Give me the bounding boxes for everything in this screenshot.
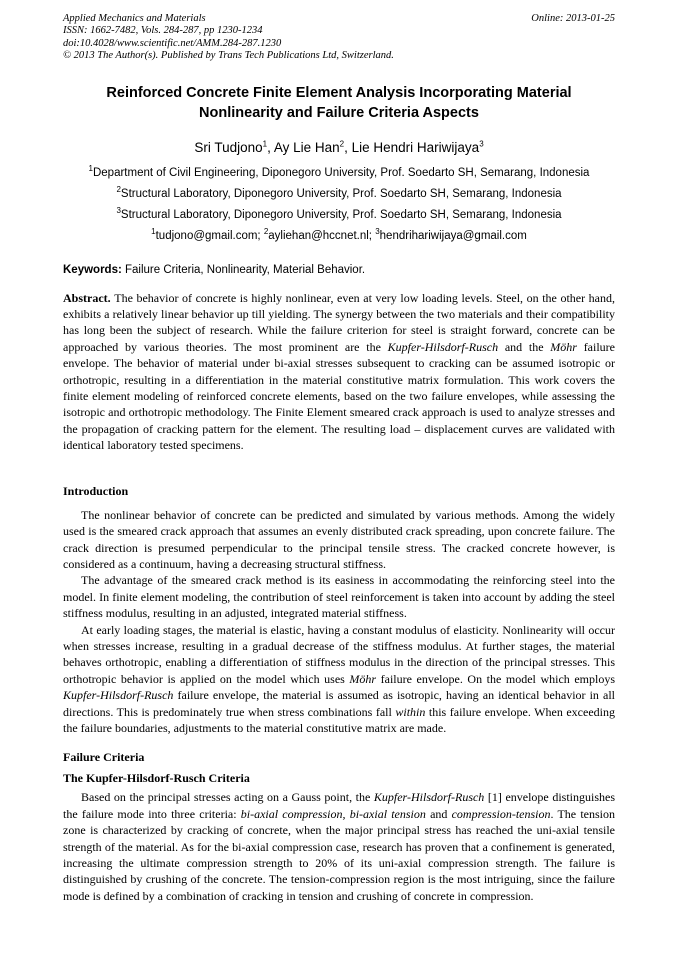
keywords-line: [63, 264, 615, 276]
section-heading-introduction: Introduction: [63, 483, 129, 498]
subsection-heading-kupfer-hilsdorf-rusch: The Kupfer-Hilsdorf-Rusch Criteria: [63, 771, 250, 786]
copyright-line: © 2013 The Author(s). Published by Trans Tech Publications Ltd, Switzerland.: [63, 50, 394, 62]
intro-paragraph-3: At early loading stages, the material is elastic, having a constant modulus of elasticity. Nonlinearity will occur when stresses increase, resulting in a gradual decrease of the stiffness modulus. At further stages, the material behaves orthotropic, enabling a differentiation of stiffness modulus in the direction of the principal stresses. This orthotropic behavior is applied on the model which uses Möhr failure envelope. On the model which employs Kupfer-Hilsdorf-Rusch failure envelope, the material is assumed as isotropic, having an identical behavior in all directions. This is predominately true when stress combinations fall within this failure envelope. When exceeding the failure boundaries, adjustments to the material constitutive matrix are made.: [63, 622, 615, 735]
affiliation-2: $^2$Structural Laboratory, Diponegoro University, Prof. Soedarto SH, Semarang, Indonesia: [116, 184, 562, 200]
failure-criteria-paragraph-1: Based on the principal stresses acting on a Gauss point, the Kupfer-Hilsdorf-Rusch [1] envelope distinguishes the failure mode into three criteria: bi-axial compression, bi-axial tension and compression-tension. The tension zone is characterized by cracking of concrete, when the major principal stress has reached the uni-axial tensile strength of the material. As for the bi-axial compression case, research has proven that a confinement is generated, increasing the ultimate compression strength to 20% of its uni-axial compression strength. The failure is distinguished by crushing of the concrete. The tension-compression region is the most intriguing, since the failure mode is defined by a combination of cracking in tension and crushing of concrete in compression.: [63, 790, 615, 903]
affiliation-1: $^1$Department of Civil Engineering, Diponegoro University, Prof. Soedarto SH, Semarang, Indonesia: [88, 163, 590, 179]
intro-paragraph-2: The advantage of the smeared crack method is its easiness in accommodating the reinforcing steel into the model. In finite element modeling, the contribution of steel reinforcement is taken into account by adding the steel stiffness modulus, resulting in an adjusted, integrated material stiffness.: [63, 573, 615, 621]
journal-name: Applied Mechanics and Materials: [63, 13, 206, 24]
emails-line: $^1$tudjono@gmail.com; $^2$ayliehan@hccnet.nl; $^3$hendrihariwijaya@gmail.com: [151, 226, 527, 242]
journal-header: [63, 13, 615, 63]
section-heading-failure-criteria: Failure Criteria: [63, 750, 145, 765]
issn-line: ISSN: 1662-7482, Vols. 284-287, pp 1230-1234: [63, 25, 263, 37]
online-date: Online: 2013-01-25: [531, 13, 615, 24]
journal-header-row: [63, 13, 615, 25]
abstract-paragraph: Abstract. The behavior of concrete is highly nonlinear, even at very low loading levels. Steel, on the other hand, exhibits a relatively linear behavior up till yielding. The synergy between the two materials and their compatibility has long been the subject of research. While the failure criterion for steel is straight forward, concrete can be approached by various theories. The most prominent are the Kupfer-Hilsdorf-Rusch and the Möhr failure envelope. The behavior of material under bi-axial stresses subsequent to cracking can be assumed isotropic or orthotropic, resulting in a differentiation in the material constitutive matrix formulation. This work covers the finite element modeling of reinforced concrete elements, based on the two failure envelopes, while assessing the isotropic and orthotropic methodology. The Finite Element smeared crack approach is used to analyze stresses and the propagation of cracking pattern for the element. The resulting load – displacement curves are validated with identical laboratory tested specimens.: [63, 290, 616, 453]
intro-paragraph-1: The nonlinear behavior of concrete can be predicted and simulated by various methods. Among the widely used is the smeared crack approach that assumes an evenly distributed crack spreading, upon concrete failure. The crack direction is presumed perpendicular to the principal tensile stress. The cracked concrete however, is considered as a continuum, having a decreasing structural stiffness.: [63, 507, 615, 571]
keywords-text: Failure Criteria, Nonlinearity, Material Behavior.: [121, 263, 366, 276]
authors-line: Sri Tudjono$^1$, Ay Lie Han$^2$, Lie Hendri Hariwijaya$^3$: [194, 139, 484, 155]
doi-line: doi:10.4028/www.scientific.net/AMM.284-287.1230: [63, 37, 282, 49]
affiliation-3: $^3$Structural Laboratory, Diponegoro University, Prof. Soedarto SH, Semarang, Indonesia: [116, 205, 562, 221]
paper-title: Reinforced Concrete Finite Element Analysis Incorporating Material Nonlinearity and Failure Criteria Aspects: [106, 84, 572, 121]
keywords-label: Keywords:: [63, 263, 122, 276]
